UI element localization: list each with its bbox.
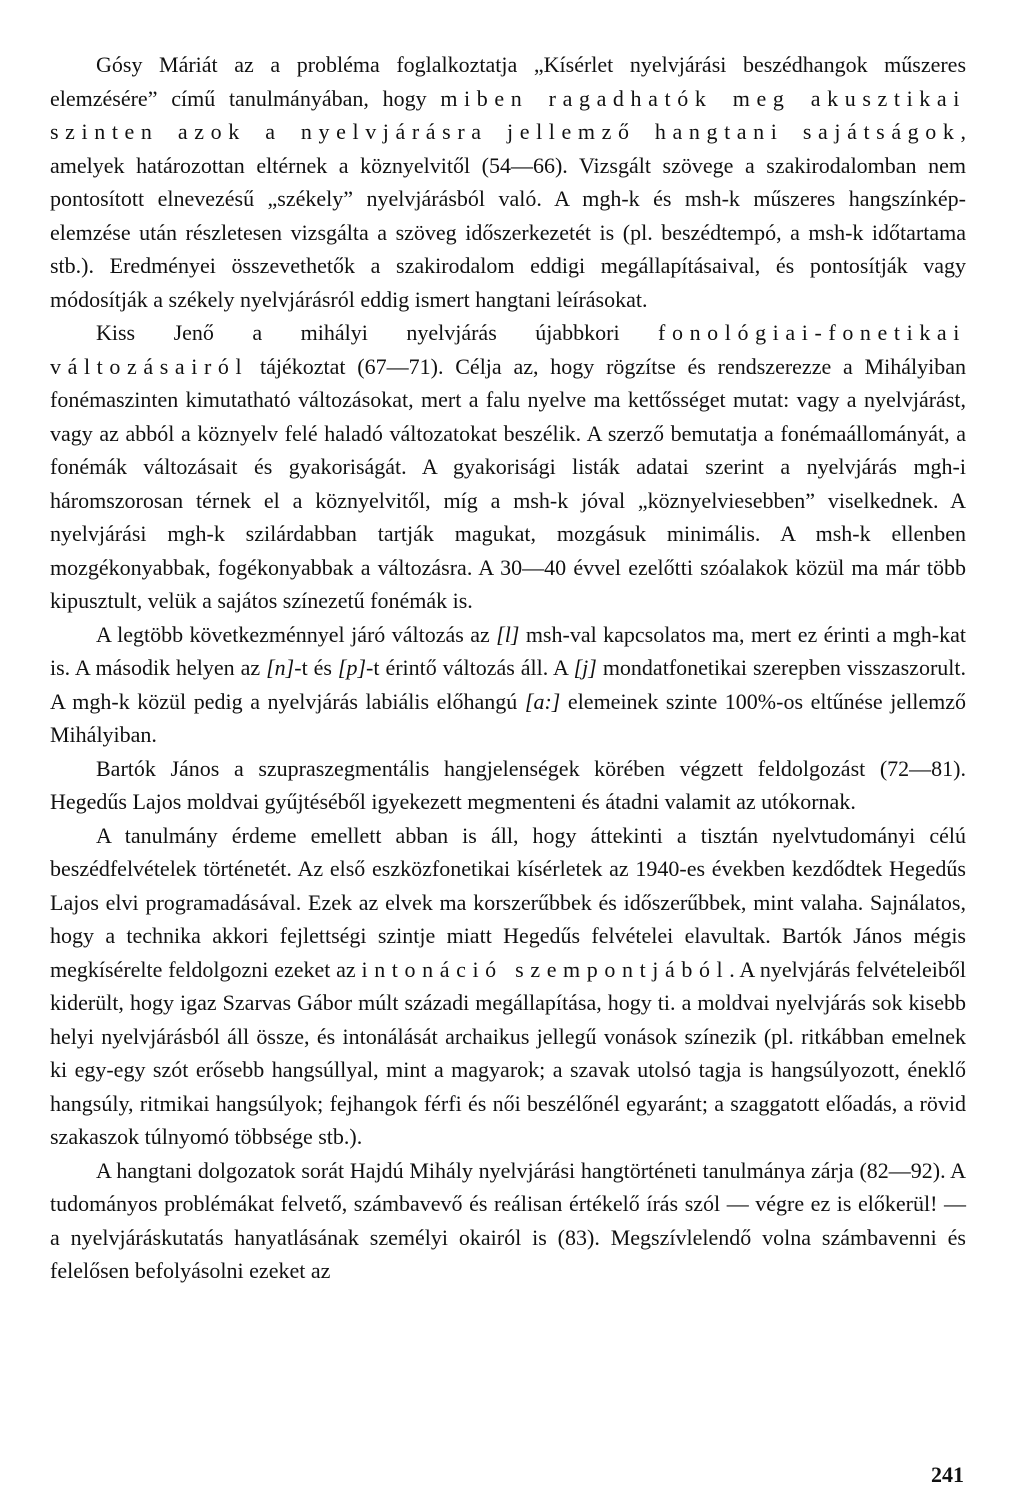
phonetic-symbol: [p] [337, 655, 367, 680]
paragraph [50, 48, 966, 316]
text-run: elemeinek szinte 100%-os eltűnése jellemző Mihályiban. [50, 688, 967, 747]
paragraph [50, 1154, 966, 1288]
text-run: Bartók János a szupraszegmentális hangjelenségek körében végzett feldolgozást (72—81). Hegedűs Lajos moldvai gyűjtéséből igyekezett megmenteni és átadni valamit az utókornak. [50, 755, 966, 814]
spaced-emphasis: intonáció szempontjából [361, 956, 730, 982]
phonetic-symbol: [a:] [524, 688, 561, 714]
text-run: A hangtani dolgozatok sorát Hajdú Mihály nyelvjárási hangtörténeti tanulmánya zárja (82—92). A tudományos problémákat felvető, számbavevő és reálisan értékelő írás szól — végre ez is előkerül! — a nyelvjáráskutatás hanyatlásának személyi okairól is (83). Megszívlelendő volna számbavenni és felelősen befolyásolni ezeket az [50, 1157, 966, 1283]
text-run: . A nyelvjárás felvételeiből kiderült, hogy igaz Szarvas Gábor múlt századi megállapítása, hogy ti. a moldvai nyelvjárás sok kisebb helyi nyelvjárásból áll össze, és intonálását archaikus jellegű vonások színezik (pl. ritkábban emelnek ki egy-egy szót erősebb hangsúllyal, mint a magyarok; a szavak utolsó tagja is hangsúlyozott, éneklő hangsúly, ritmikai hangsúlyok; fejhangok férfi és női beszélőnél egyaránt; a szaggatott előadás, a rövid szakaszok túlnyomó többsége stb.). [50, 956, 966, 1149]
phonetic-symbol: [j] [573, 655, 597, 680]
paragraph [50, 316, 966, 618]
text-run: Kiss Jenő a mihályi nyelvjárás újabbkori [96, 320, 659, 345]
paragraph [50, 819, 966, 1154]
text-run: tájékoztat (67—71). Célja az, hogy rögzítse és rendszerezze a Mihályiban fonémaszinten kimutatható változásokat, mert a falu nyelve ma kettősséget mutat: vagy a nyelvjárást, vagy az abból a köznyelv felé haladó változatokat beszélik. A szerző bemutatja a fonémaállományát, a fonémák változásait és gyakoriságát. A gyakorisági listák adatai szerint a nyelvjárás mgh-i háromszorosan térnek el a köznyelvitől, míg a msh-k jóval „köznyelviesebben” viselkednek. A nyelvjárási mgh-k szilárdabban tartják magukat, mozgásuk minimális. A msh-k ellenben mozgékonyabbak, fogékonyabbak a változásra. A 30—40 évvel ezelőtti szóalakok közül ma már több kipusztult, velük a sajátos színezetű fonémák is. [50, 353, 966, 613]
paragraph [50, 618, 966, 752]
text-run: , amelyek határozottan eltérnek a köznyelvitől (54—66). Vizsgált szövege a szakirodalomban nem pontosított elnevezésű „székely” nyelvjárásból való. A mgh-k és msh-k műszeres hangszínkép-elemzése után részletesen vizsgálta a szöveg időszerkezetét is (pl. beszédtempó, a msh-k időtartama stb.). Eredményei összevethetők a szakirodalom eddigi megállapításaival, és pontosítják vagy módosítják a székely nyelvjárásról eddig ismert hangtani leírásokat. [50, 119, 966, 312]
text-run: A legtöbb következménnyel járó változás az [96, 621, 497, 647]
text-run: -t és [294, 655, 338, 680]
text-run: mondatfonetikai szerepben visszaszorult. A mgh-k közül pedig a nyelvjárás labiális előhangú [50, 655, 966, 714]
body-text [50, 48, 966, 1288]
text-run: msh-val kapcsolatos ma, mert ez érinti a mgh-kat is. A második helyen az [50, 621, 967, 680]
page-number: 241 [931, 1462, 964, 1487]
text-run: Gósy Máriát az a probléma foglalkoztatja „Kísérlet nyelvjárási beszédhangok műszeres elemzésére” című tanulmányában, hogy [50, 52, 966, 111]
paragraph [50, 752, 966, 819]
text-run: A tanulmány érdeme emellett abban is áll, hogy áttekinti a tisztán nyelvtudományi célú beszédfelvételek történetét. Az első eszközfonetikai kísérletek az 1940-es években kezdődtek Hegedűs Lajos elvi programadásával. Ezek az elvek ma korszerűbbek és időszerűbbek, mint valaha. Sajnálatos, hogy a technika akkori fejlettségi szintje miatt Hegedűs felvételei elavultak. Bartók János mégis megkísérelte feldolgozni ezeket az [50, 822, 966, 982]
spaced-emphasis: fonológiai-fonetikai változásairól [50, 320, 966, 379]
spaced-emphasis: miben ragadhatók meg akusztikai szinten azok a nyelvjárásra jellemző hangtani sajátságok [50, 85, 966, 144]
phonetic-symbol: [l] [496, 621, 520, 647]
phonetic-symbol: [n] [266, 655, 295, 680]
text-run: -t érintő változás áll. A [366, 655, 574, 680]
